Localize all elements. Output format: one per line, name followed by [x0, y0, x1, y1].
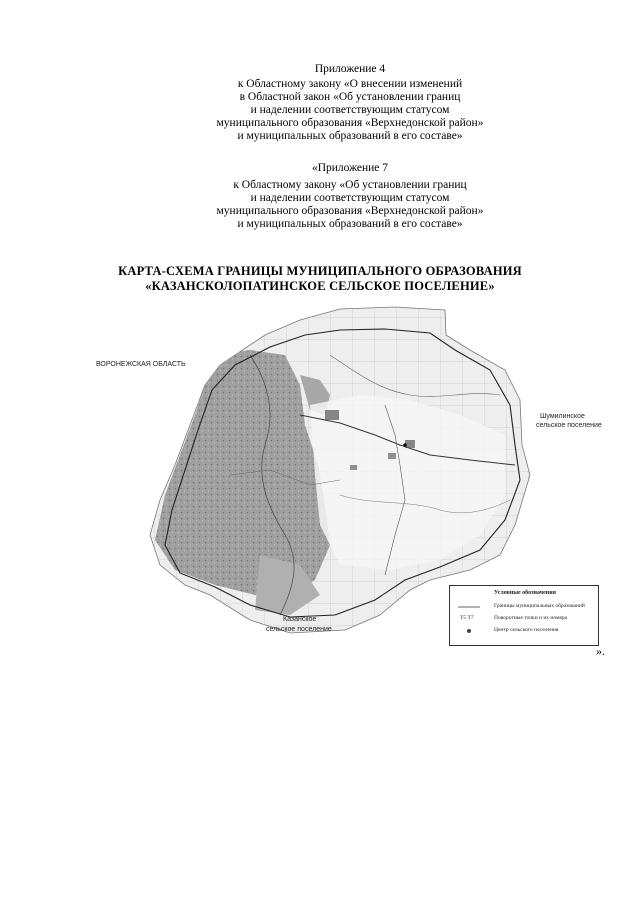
legend-label: Границы муниципальных образований — [494, 603, 585, 609]
appendix-7-line: и муниципальных образований в его составе» — [237, 218, 463, 230]
kazanskoe-label-line-1: Казанское — [283, 616, 317, 623]
appendix-4-title: Приложение 4 — [314, 63, 386, 75]
shumilinskoe-label-line-2: сельское поселение — [536, 422, 602, 429]
settlement-center-icon — [458, 628, 480, 634]
appendix-4-line: в Областной закон «Об установлении границ — [239, 91, 461, 103]
kazanskoe-label-line-2: сельское поселение — [266, 626, 332, 633]
legend-label: Центр сельского поселения — [494, 627, 559, 633]
appendix-4-line: муниципального образования «Верхнедонской район» — [216, 117, 484, 129]
closing-quote-mark: ». — [596, 644, 605, 658]
appendix-7-title: «Приложение 7 — [311, 162, 389, 174]
legend-item-points — [456, 614, 596, 624]
appendix-4-line: к Областному закону «О внесении изменений — [237, 78, 463, 90]
turning-point-symbol: Т5 Т7 — [460, 615, 474, 621]
map-legend — [449, 585, 599, 646]
map-title — [0, 264, 640, 294]
legend-item-center — [456, 626, 596, 636]
map-title-line-2: «КАЗАНСКОЛОПАТИНСКОЕ СЕЛЬСКОЕ ПОСЕЛЕНИЕ» — [145, 279, 495, 293]
appendix-4-header — [120, 63, 580, 143]
shumilinskoe-label-line-1: Шумилинское — [540, 413, 585, 420]
legend-title: Условные обозначения — [494, 590, 556, 596]
boundary-line-icon — [458, 604, 480, 610]
legend-label: Поворотные точки и их номера — [494, 615, 568, 621]
appendix-7-line: муниципального образования «Верхнедонской район» — [216, 205, 484, 217]
legend-item-boundary — [456, 602, 596, 612]
voronezh-region-label: ВОРОНЕЖСКАЯ ОБЛАСТЬ — [96, 361, 186, 368]
appendix-7-line: и наделении соответствующим статусом — [250, 192, 450, 204]
appendix-4-line: и наделении соответствующим статусом — [250, 104, 450, 116]
appendix-4-line: и муниципальных образований в его составе» — [237, 130, 463, 142]
map-title-line-1: КАРТА-СХЕМА ГРАНИЦЫ МУНИЦИПАЛЬНОГО ОБРАЗОВАНИЯ — [118, 264, 522, 278]
appendix-7-header — [120, 162, 580, 231]
appendix-7-line: к Областному закону «Об установлении границ — [233, 179, 467, 191]
